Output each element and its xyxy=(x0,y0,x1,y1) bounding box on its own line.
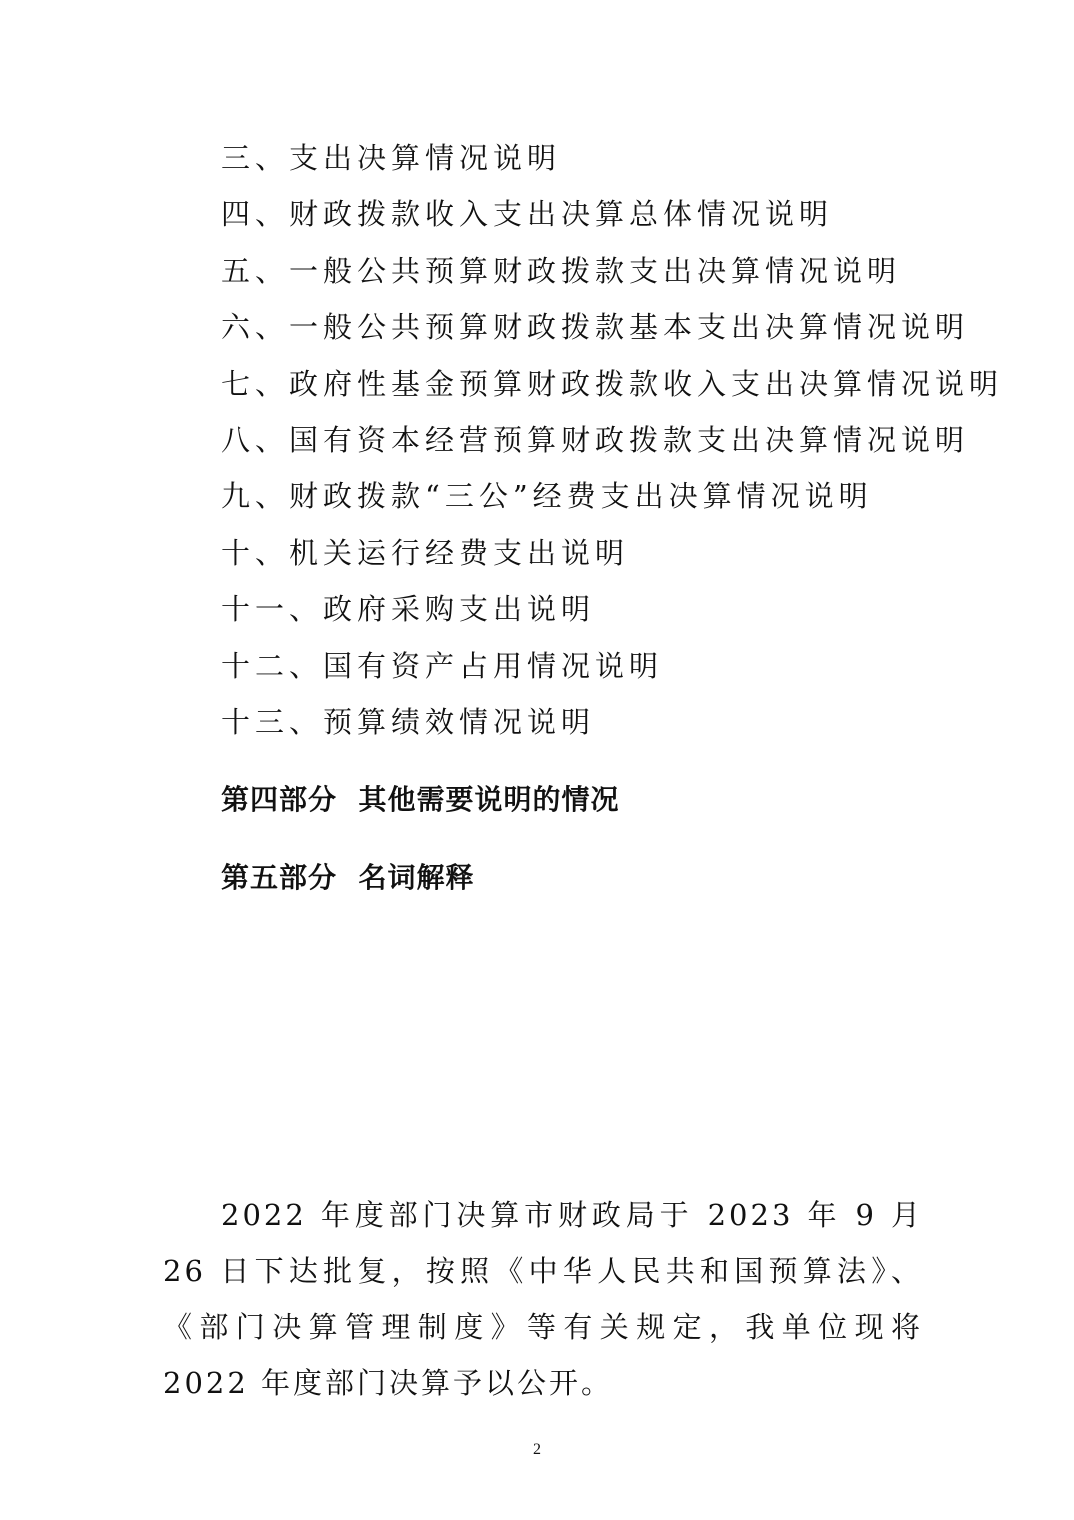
toc-item-11: 十一、政府采购支出说明 xyxy=(221,592,596,627)
table-of-contents xyxy=(221,136,1004,756)
section-heading-part5: 第五部分 名词解释 xyxy=(221,861,475,894)
toc-item-4: 四、财政拨款收入支出决算总体情况说明 xyxy=(221,197,834,232)
toc-item-8: 八、国有资本经营预算财政拨款支出决算情况说明 xyxy=(221,422,970,457)
toc-item-5: 五、一般公共预算财政拨款支出决算情况说明 xyxy=(221,253,902,288)
toc-item-7: 七、政府性基金预算财政拨款收入支出决算情况说明 xyxy=(221,366,1004,401)
toc-item-13: 十三、预算绩效情况说明 xyxy=(221,704,596,739)
page-number: 2 xyxy=(533,1441,541,1458)
toc-item-10: 十、机关运行经费支出说明 xyxy=(221,535,630,570)
toc-item-6: 六、一般公共预算财政拨款基本支出决算情况说明 xyxy=(221,310,970,345)
toc-item-12: 十二、国有资产占用情况说明 xyxy=(221,648,664,683)
toc-item-3: 三、支出决算情况说明 xyxy=(221,141,562,175)
body-paragraph: 2022 年度部门决算市财政局于 2023 年 9 月 26 日下达批复，按照《中华人民共和国预算法》、《部门决算管理制度》等有关规定，我单位现将 2022 年度部门决算予以公开。 xyxy=(163,1198,923,1400)
section-heading-part4: 第四部分 其他需要说明的情况 xyxy=(221,783,620,816)
toc-item-9: 九、财政拨款“三公”经费支出决算情况说明 xyxy=(221,479,873,514)
